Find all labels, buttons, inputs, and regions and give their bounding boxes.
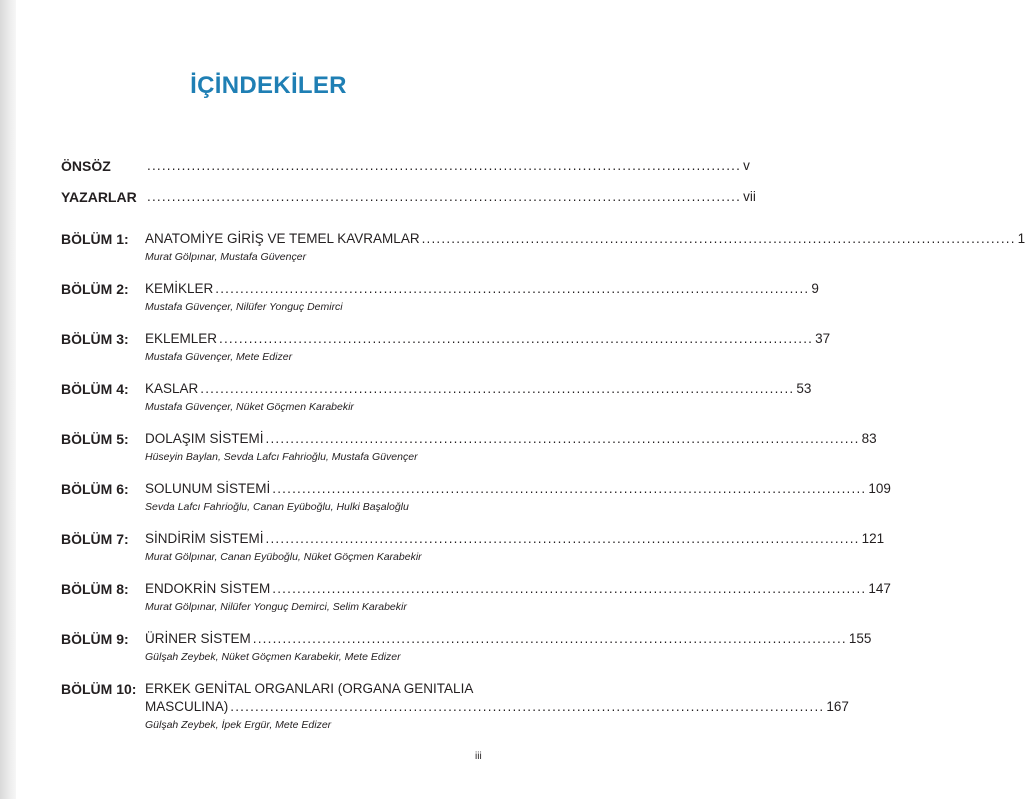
toc-entry-label: BÖLÜM 3: <box>61 331 129 347</box>
toc-entry-line <box>145 158 750 173</box>
toc-entry-page: 83 <box>861 431 877 446</box>
toc-entry-title: SİNDİRİM SİSTEMİ <box>145 531 264 546</box>
toc-entry-label: BÖLÜM 8: <box>61 581 129 597</box>
dot-leader: ........................................................................................................................ <box>230 699 825 714</box>
toc-entry-page: 147 <box>868 581 891 596</box>
toc-entry-title: ENDOKRİN SİSTEM <box>145 581 271 596</box>
toc-entry-line <box>145 581 891 596</box>
dot-leader: ........................................................................................................................ <box>215 281 810 296</box>
page-spine-shadow <box>0 0 16 799</box>
dot-leader: ........................................................................................................................ <box>252 631 847 646</box>
toc-entry-authors: Mustafa Güvençer, Nüket Göçmen Karabekir <box>145 401 354 413</box>
toc-entry-label: BÖLÜM 9: <box>61 631 129 647</box>
toc-entry-authors: Gülşah Zeybek, Nüket Göçmen Karabekir, Mete Edizer <box>145 651 401 663</box>
toc-entry-authors: Murat Gölpınar, Nilüfer Yonguç Demirci, Selim Karabekir <box>145 601 407 613</box>
toc-entry-label: BÖLÜM 10: <box>61 681 137 697</box>
toc-entry-page: 37 <box>815 331 831 346</box>
toc-entry-page: 167 <box>826 699 849 714</box>
dot-leader: ........................................................................................................................ <box>219 331 814 346</box>
dot-leader: ........................................................................................................................ <box>147 189 742 204</box>
toc-entry-line <box>145 481 891 496</box>
toc-entry-line <box>145 699 849 714</box>
toc-entry-line <box>145 331 831 346</box>
toc-entry-label: BÖLÜM 2: <box>61 281 129 297</box>
dot-leader: ........................................................................................................................ <box>147 158 742 173</box>
toc-entry-title: KASLAR <box>145 381 199 396</box>
dot-leader: ........................................................................................................................ <box>421 231 1016 246</box>
toc-entry-page: vii <box>743 189 756 204</box>
toc-entry-authors: Hüseyin Baylan, Sevda Lafcı Fahrioğlu, Mustafa Güvençer <box>145 451 418 463</box>
toc-entry-page: v <box>743 158 750 173</box>
toc-entry-title-continued: MASCULINA) <box>145 699 229 714</box>
toc-entry-authors: Mustafa Güvençer, Nilüfer Yonguç Demirci <box>145 301 343 313</box>
dot-leader: ........................................................................................................................ <box>265 431 860 446</box>
toc-entry-authors: Murat Gölpınar, Mustafa Güvençer <box>145 251 307 263</box>
toc-entry-label: BÖLÜM 5: <box>61 431 129 447</box>
toc-entry-page: 53 <box>796 381 812 396</box>
toc-entry-authors: Mustafa Güvençer, Mete Edizer <box>145 351 293 363</box>
dot-leader: ........................................................................................................................ <box>265 531 860 546</box>
toc-entry-line <box>145 381 812 396</box>
dot-leader: ........................................................................................................................ <box>272 481 867 496</box>
toc-entry-label: YAZARLAR <box>61 189 137 205</box>
toc-entry-label: BÖLÜM 1: <box>61 231 129 247</box>
dot-leader: ........................................................................................................................ <box>272 581 867 596</box>
page-number: iii <box>475 751 482 762</box>
toc-entry-page: 121 <box>861 531 885 546</box>
toc-entry-authors: Murat Gölpınar, Canan Eyüboğlu, Nüket Göçmen Karabekir <box>145 551 422 563</box>
toc-entry-line <box>145 631 872 646</box>
page-title: İÇİNDEKİLER <box>190 72 347 99</box>
toc-entry-title: DOLAŞIM SİSTEMİ <box>145 431 264 446</box>
toc-entry-line <box>145 231 1025 246</box>
toc-entry-label: BÖLÜM 6: <box>61 481 129 497</box>
toc-entry-line <box>145 531 885 546</box>
toc-entry-title: KEMİKLER <box>145 281 214 296</box>
toc-entry-authors: Sevda Lafcı Fahrioğlu, Canan Eyüboğlu, Hulki Başaloğlu <box>145 501 409 513</box>
toc-entry-authors: Gülşah Zeybek, İpek Ergür, Mete Edizer <box>145 719 332 731</box>
dot-leader: ........................................................................................................................ <box>200 381 795 396</box>
toc-entry-label: BÖLÜM 7: <box>61 531 129 547</box>
toc-entry-title: ANATOMİYE GİRİŞ VE TEMEL KAVRAMLAR <box>145 231 420 246</box>
toc-entry-page: 1 <box>1017 231 1025 246</box>
toc-entry-title: SOLUNUM SİSTEMİ <box>145 481 271 496</box>
toc-entry-line <box>145 431 877 446</box>
toc-entry-page: 109 <box>868 481 891 496</box>
toc-entry-line <box>145 189 756 204</box>
toc-entry-title: EKLEMLER <box>145 331 218 346</box>
toc-entry-title: ÜRİNER SİSTEM <box>145 631 251 646</box>
toc-entry-title: ERKEK GENİTAL ORGANLARI (ORGANA GENITALIA <box>145 681 474 696</box>
toc-entry-page: 155 <box>848 631 872 646</box>
toc-entry-label: BÖLÜM 4: <box>61 381 129 397</box>
toc-entry-line <box>145 281 819 296</box>
toc-entry-label: ÖNSÖZ <box>61 158 111 174</box>
toc-entry-page: 9 <box>811 281 819 296</box>
